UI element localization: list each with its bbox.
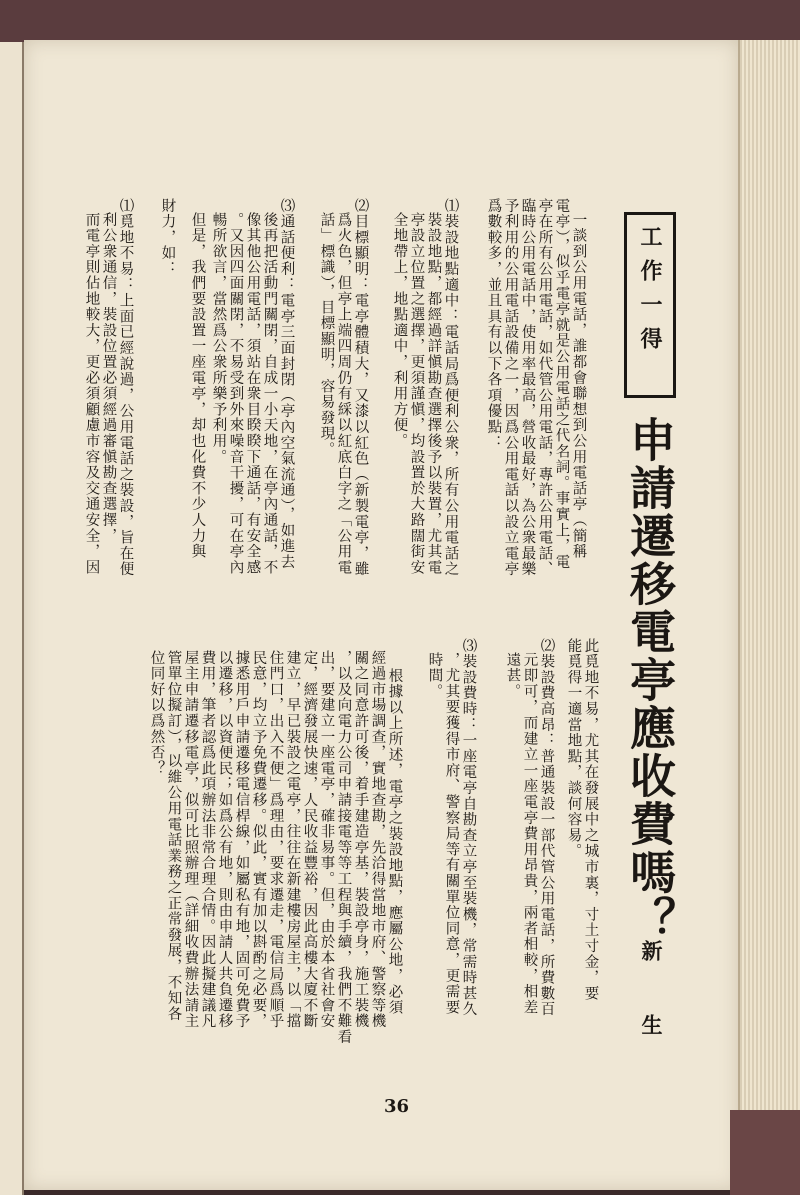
text-line: 遠甚。 [504, 652, 521, 700]
text-line: ，以及向電力公司申請接電等等工程與手續，我們不難看 [335, 650, 352, 1045]
text-line: ⑵裝設費高昂：普通裝設一部代管公用電話，所費數百 [538, 638, 555, 1018]
text-line: 爲火色，但亭上端四周仍有綵以紅底白字之「公用電 [335, 212, 352, 576]
text-line: 爲數較多，並且具有以下各項優點： [485, 198, 502, 451]
text-line: 住門口，出入不便」爲理由，要求遷走，電信局爲順乎 [267, 650, 284, 1030]
text-line: 屋主申請遷移電亭，似可比照辦理（詳細收費辦法請主 [182, 650, 199, 1030]
text-line: 民意，均立予免費遷移。似此，實有加以斟酌之必要， [250, 650, 267, 1030]
text-line: 此覓地不易，尤其在發展中之城市裏，寸土寸金，要 [582, 638, 599, 1002]
text-line: 話」標識），目標顯明，容易發現。 [318, 212, 335, 458]
text-line: 全地帶上，地點適中，利用方便。 [391, 212, 408, 449]
facing-page-edge [0, 42, 24, 1195]
book-page [24, 40, 738, 1190]
text-line: ，尤其要獲得市府、警察局等有關單位同意，更需要 [443, 652, 460, 1016]
column-tag: 工作一得 [637, 225, 663, 361]
text-line: 電亭），似乎電亭就是公用電話之代名詞。事實上，電 [553, 198, 570, 570]
text-line: 財力，如： [159, 198, 176, 277]
page-stack-edge [738, 40, 800, 1190]
text-line: 裝設地點，都經過詳愼勘查選擇後予以裝置，尤其電 [425, 212, 442, 576]
text-line: 時間。 [426, 652, 443, 700]
text-line: 據悉用戶申請遷移電信桿線，如屬私有地，固可免費予 [233, 650, 250, 1030]
text-line: ⑵目標顯明：電亭體積大，又漆以紅色（新製電亭，雖 [352, 198, 369, 578]
text-line: 出，要建立一座電亭，確非易事。但，由於本省社會安 [318, 650, 335, 1030]
text-line: 一談到公用電話，誰都會聯想到公用電話亭（簡稱 [570, 212, 587, 560]
text-line: 管單位擬訂），以維公用電話業務之正常發展，不知各 [165, 650, 182, 1022]
text-line: 定，經濟發展快速，人民收益豐裕，因此高樓大廈不斷 [301, 650, 318, 1030]
book-binding [0, 0, 800, 42]
text-line: ⑶通話便利：電亭三面封閉（亭內空氣流通），如進去 [278, 198, 295, 570]
text-line: 亭設立位置之選擇，更須謹愼，均設置於大路闊街安 [408, 212, 425, 576]
text-line: 亭在所有公用電話，如代管公用電話，專許公用電話、 [536, 198, 553, 578]
page-number: 36 [384, 1096, 410, 1117]
text-line: 關之同意許可後，着手建造亭基，裝設亭身，施工裝機 [352, 650, 369, 1030]
text-line: 臨時公用電話中，使用率最高，營收最好，為公衆最樂 [519, 198, 536, 578]
text-line: ⑶裝設費時：一座電亭自勘查立亭至裝機，常需時甚久 [460, 638, 477, 1018]
text-line: 但是，我們要設置一座電亭，却也化費不少人力與 [189, 212, 206, 560]
text-line: 利公衆通信，裝設位置必須經過審愼勘查選擇， [100, 212, 117, 544]
book-cover-corner [730, 1110, 800, 1195]
text-line: 能覓得一適當地點，談何容易。 [565, 638, 582, 860]
text-line: ⑴覓地不易：上面已經說過，公用電話之裝設，旨在便 [117, 198, 134, 578]
text-line: 後再把活動門關閉，自成一小天地，在亭內通話，不 [261, 212, 278, 576]
text-line: 暢所欲言，當然爲公衆所樂予利用。 [210, 212, 227, 465]
text-line: 費用，筆者認爲此項辦法非常合理合情。因此擬建議凡 [199, 650, 216, 1030]
text-line: 像其他公用電話，須站在衆目睽睽下通話，有安全感 [244, 212, 261, 576]
text-line: 根據以上所述，電亭之裝設地點，應屬公地，必須 [386, 668, 403, 1016]
text-line: 。又因四面關閉，不易受到外來噪音干擾，可在亭內 [227, 212, 244, 576]
text-line: 以遷移，以資便民；如爲公有地，則由申請人共負遷移 [216, 650, 233, 1030]
text-line: 而電亭則佔地較大，更必須顧慮市容及交通安全，因 [83, 212, 100, 576]
text-line: 位同好以爲然否？ [148, 650, 165, 777]
text-line: 建立，早已裝設之電亭，往往在新建樓房屋主，以「擋 [284, 650, 301, 1030]
text-line: 予利用的公用電話設備之一，因爲公用電話以設立電亭 [502, 198, 519, 578]
article-title: 申請遷移電亭應收費嗎？ [623, 416, 677, 944]
author-name: 新 生 [639, 940, 664, 1049]
text-line: 經過市場調查，實地查勘，先洽得當地市府、警察等機 [369, 650, 386, 1030]
column-tag-box [624, 212, 676, 398]
text-line: 元即可，而建立一座電亭費用昂貴，兩者相較，相差 [521, 652, 538, 1016]
text-line: ⑴裝設地點適中：電話局爲便利公衆，所有公用電話之 [442, 198, 459, 578]
